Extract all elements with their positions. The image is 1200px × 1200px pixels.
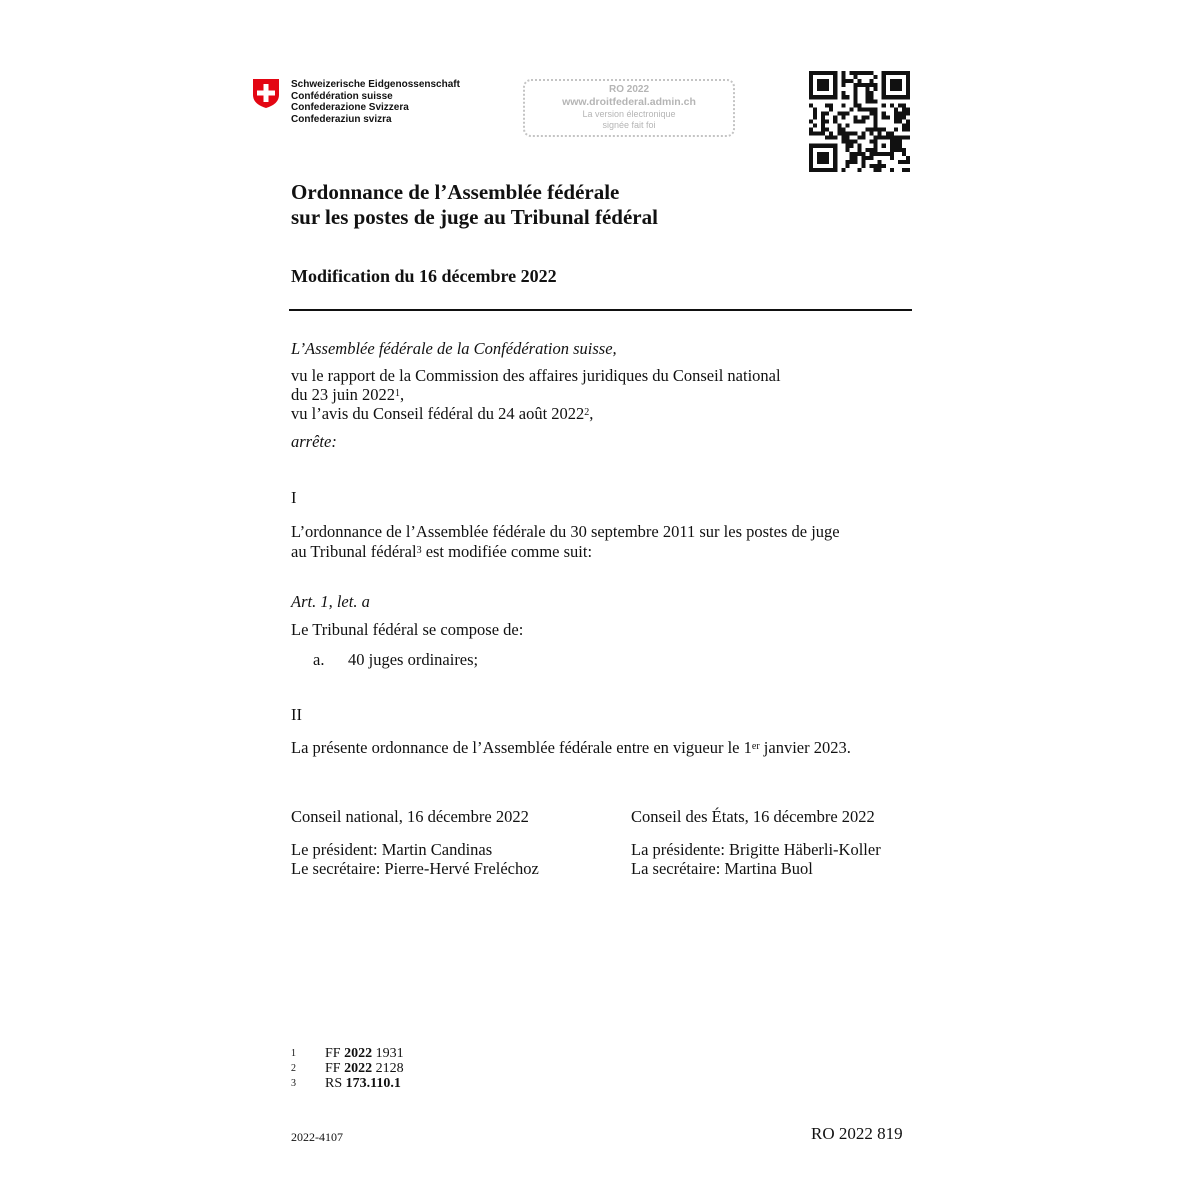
article-text: Le Tribunal fédéral se compose de: bbox=[291, 620, 524, 639]
footnote-1 bbox=[291, 1046, 404, 1061]
footnote-2 bbox=[291, 1061, 404, 1076]
footnote-3-number: 3 bbox=[291, 1078, 296, 1089]
signature-stamp bbox=[523, 79, 735, 137]
signature-right-president: La présidente: Brigitte Häberli-Koller bbox=[631, 840, 881, 859]
section-2-numeral: II bbox=[291, 705, 302, 724]
stamp-collection: RO 2022 bbox=[608, 84, 650, 95]
list-item-text: 40 juges ordinaires; bbox=[348, 650, 479, 669]
footnote-1-text bbox=[325, 1046, 404, 1061]
footnote-2-page: 2128 bbox=[372, 1061, 404, 1076]
preamble-line-2 bbox=[291, 385, 404, 404]
publication-reference: RO 2022 819 bbox=[811, 1124, 903, 1143]
footnote-1-prefix: FF bbox=[325, 1046, 345, 1061]
footnote-3-prefix: RS bbox=[325, 1076, 346, 1091]
signature-right-place-date: Conseil des États, 16 décembre 2022 bbox=[631, 807, 875, 826]
preamble-line-1: vu le rapport de la Commission des affaires juridiques du Conseil national bbox=[291, 366, 781, 385]
confederation-name-fr: Confédération suisse bbox=[291, 90, 393, 102]
footnote-3-number-ref: 173.110.1 bbox=[345, 1076, 401, 1091]
signature-left-president: Le président: Martin Candinas bbox=[291, 840, 493, 859]
document-id: 2022-4107 bbox=[291, 1130, 343, 1144]
swiss-cross-icon bbox=[251, 77, 281, 110]
document-title-line-1: Ordonnance de l’Assemblée fédérale bbox=[291, 180, 620, 204]
footnote-1-page: 1931 bbox=[372, 1046, 404, 1061]
footnotes bbox=[291, 1046, 404, 1091]
section-2-text-before: La présente ordonnance de l’Assemblée fédérale entre en vigueur le 1 bbox=[291, 738, 752, 757]
preamble-decrees: arrête: bbox=[291, 432, 337, 451]
confederation-name-de: Schweizerische Eidgenossenschaft bbox=[291, 79, 460, 90]
footnote-3-text bbox=[325, 1076, 401, 1091]
qr-code-icon bbox=[809, 71, 910, 172]
signature-left-place-date: Conseil national, 16 décembre 2022 bbox=[291, 807, 529, 826]
preamble-line-3-text: vu l’avis du Conseil fédéral du 24 août 2022 bbox=[291, 404, 585, 423]
stamp-url[interactable]: www.droitfederal.admin.ch bbox=[562, 96, 696, 108]
confederation-name-it: Confederazione Svizzera bbox=[291, 102, 409, 113]
section-2-ordinal: er bbox=[751, 741, 760, 752]
preamble-authority: L’Assemblée fédérale de la Confédération suisse, bbox=[291, 339, 617, 358]
title-divider bbox=[289, 309, 912, 311]
footnote-ref-3[interactable]: 3 bbox=[416, 545, 422, 556]
preamble-line-3 bbox=[291, 404, 593, 423]
signature-right-secretary: La secrétaire: Martina Buol bbox=[631, 859, 813, 878]
stamp-note-2: signée fait foi bbox=[602, 120, 656, 130]
preamble-line-2-text: du 23 juin 2022 bbox=[291, 385, 396, 404]
section-2-text bbox=[291, 738, 851, 757]
document-title-line-2: sur les postes de juge au Tribunal fédéral bbox=[291, 205, 658, 229]
article-title: Art. 1, let. a bbox=[291, 592, 370, 611]
footnote-2-prefix: FF bbox=[325, 1061, 345, 1076]
footnote-1-year: 2022 bbox=[344, 1046, 373, 1061]
section-1-intro-line-1: L’ordonnance de l’Assemblée fédérale du 30 septembre 2011 sur les postes de juge bbox=[291, 522, 840, 541]
confederation-name-rm: Confederaziun svizra bbox=[291, 113, 392, 125]
modification-date: Modification du 16 décembre 2022 bbox=[291, 266, 557, 286]
document-title bbox=[291, 180, 658, 230]
footnote-2-number: 2 bbox=[291, 1063, 296, 1074]
section-1-intro-line-2 bbox=[291, 542, 592, 561]
stamp-note-1: La version électronique bbox=[582, 109, 676, 119]
confederation-names bbox=[291, 79, 460, 125]
footnote-2-year: 2022 bbox=[344, 1061, 373, 1076]
footnote-1-number: 1 bbox=[291, 1048, 296, 1059]
signature-left-secretary: Le secrétaire: Pierre-Hervé Freléchoz bbox=[291, 859, 539, 878]
footnote-ref-1[interactable]: 1 bbox=[395, 388, 401, 399]
section-1-numeral: I bbox=[291, 488, 297, 507]
section-2-text-after: janvier 2023. bbox=[759, 738, 851, 757]
preamble-line-3-tail: , bbox=[589, 404, 594, 423]
preamble-line-2-tail: , bbox=[400, 385, 405, 404]
footnote-ref-2[interactable]: 2 bbox=[584, 407, 590, 418]
list-item-marker: a. bbox=[313, 650, 325, 669]
footnote-3 bbox=[291, 1076, 404, 1091]
footnote-2-text bbox=[325, 1061, 404, 1076]
section-1-intro-text: au Tribunal fédéral bbox=[291, 542, 417, 561]
section-1-intro-tail: est modifiée comme suit: bbox=[421, 542, 593, 561]
